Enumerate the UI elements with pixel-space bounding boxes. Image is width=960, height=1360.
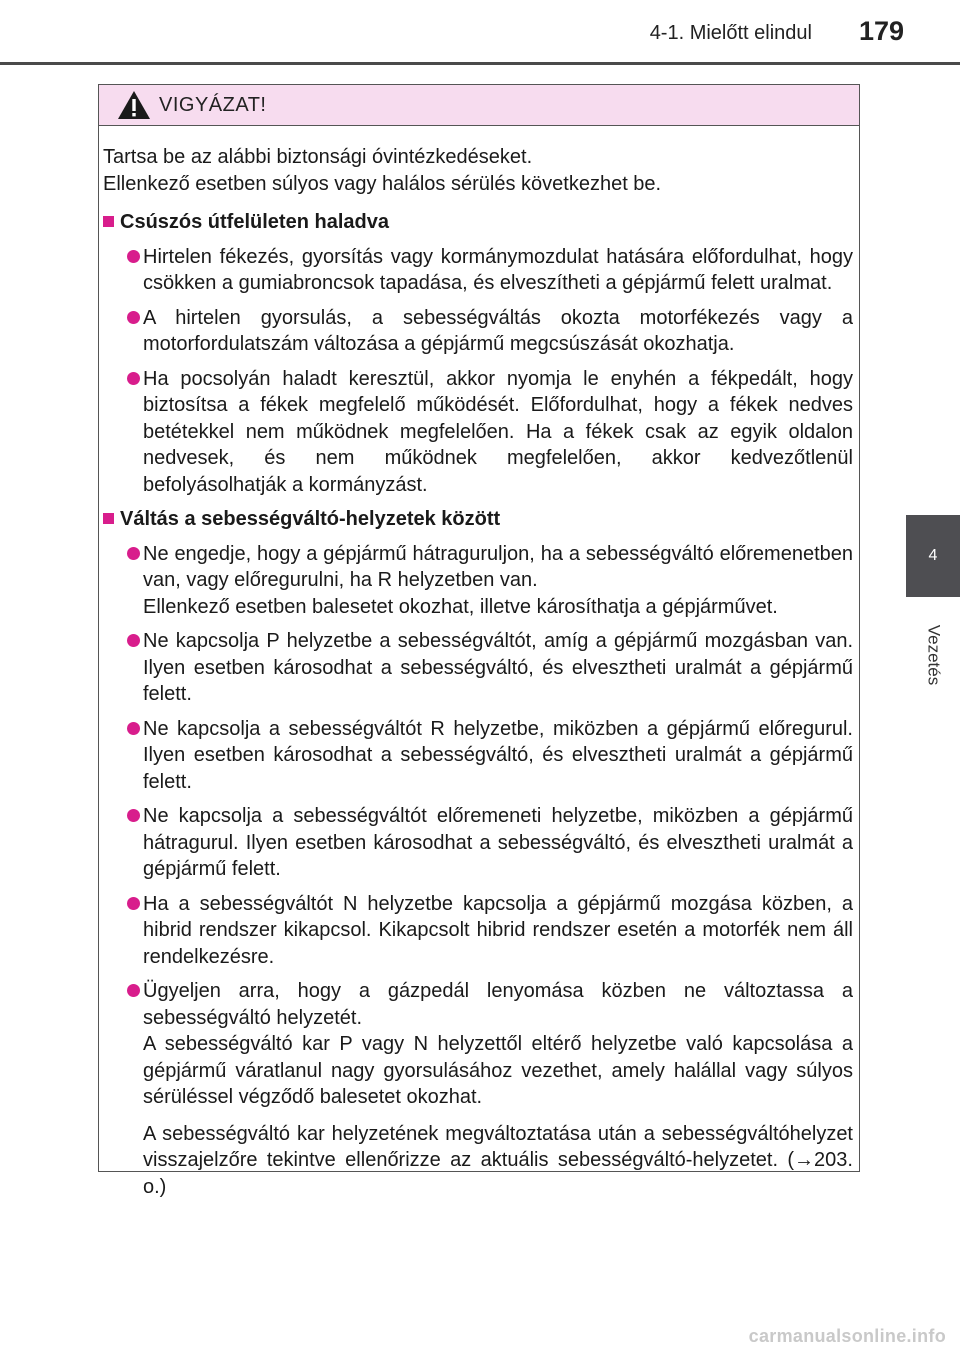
watermark: carmanualsonline.info [748, 1326, 946, 1346]
cross-reference: A sebességváltó kar helyzetének megváltoztatása után a sebességváltóhelyzet visszajelzőre tekintve ellenőrizze az aktuális sebességváltó-helyzetet. (→203. o.) [143, 1122, 853, 1198]
chapter-tab-number: 4 [928, 547, 938, 564]
section-heading-slippery: Csúszós útfelületen haladva [103, 209, 853, 236]
chapter-tab[interactable] [906, 515, 960, 597]
list-item: Ne kapcsolja P helyzetbe a sebességváltót, amíg a gépjármű mozgásban van. Ilyen esetben károsodhat a sebességváltó, és elvesztheti uralmát a gépjármű felett. [103, 628, 853, 708]
list-item: Ne kapcsolja a sebességváltót előremeneti helyzetbe, miközben a gépjármű hátragurul. Ilyen esetben károsodhat a sebességváltó, és elvesztheti uralmát a gépjármű felett. [103, 803, 853, 883]
intro-line-2: Ellenkező esetben súlyos vagy halálos sérülés következhet be. [103, 172, 662, 195]
list-item: Ügyeljen arra, hogy a gázpedál lenyomása közben ne változtassa a sebességváltó helyzetét. A sebességváltó kar P vagy N helyzettől eltérő helyzetbe való kapcsolása a gépjármű váratlanul nagy gyorsulásához vezethet, amely halállal vagy súlyos sérüléssel végződő balesetet okozhat. A sebességváltó kar helyzetének megváltoztatása után a sebességváltóhelyzet visszajelzőre tekintve ellenőrizze az aktuális sebességváltó-helyzetet. (→203. o.) [103, 978, 853, 1200]
warning-body [99, 126, 859, 1200]
warning-intro [103, 144, 853, 197]
list-item: Ha a sebességváltót N helyzetbe kapcsolja a gépjármű mozgása közben, a hibrid rendszer kikapcsol. Kikapcsolt hibrid rendszer esetén a motorfék nem áll rendelkezésre. [103, 891, 853, 971]
circle-bullet-icon [127, 547, 140, 560]
circle-bullet-icon [127, 722, 140, 735]
circle-bullet-icon [127, 809, 140, 822]
circle-bullet-icon [127, 897, 140, 910]
circle-bullet-icon [127, 634, 140, 647]
intro-line-1: Tartsa be az alábbi biztonsági óvintézkedéseket. [103, 146, 533, 168]
list-item: Hirtelen fékezés, gyorsítás vagy kormánymozdulat hatására előfordulhat, hogy csökken a gumiabroncsok tapadása, és elveszítheti a gépjármű felett uralmat. [103, 244, 853, 297]
warning-box [98, 84, 860, 1198]
chapter-tab-label: Vezetés [924, 624, 943, 686]
circle-bullet-icon [127, 311, 140, 324]
header-rule [0, 62, 960, 65]
square-bullet-icon [103, 513, 114, 524]
page-number: 179 [858, 16, 904, 46]
list-item: Ha pocsolyán haladt keresztül, akkor nyomja le enyhén a fékpedált, hogy biztosítsa a fékek megfelelő működését. Előfordulhat, hogy a fékek nedves betétekkel nem működnek megfelelően. Ha a fékek csak az egyik oldalon nedvesek, és nem működnek megfelelően, akkor kedvezőtlenül befolyásolhatják a kormányzást. [103, 366, 853, 499]
list-item: Ne engedje, hogy a gépjármű hátraguruljon, ha a sebességváltó előremenetben van, vagy előregurulni, ha R helyzetben van. Ellenkező esetben balesetet okozhat, illetve károsíthatja a gépjárművet. [103, 541, 853, 621]
warning-triangle-icon [117, 90, 151, 120]
circle-bullet-icon [127, 984, 140, 997]
list-item: A hirtelen gyorsulás, a sebességváltás okozta motorfékezés vagy a motorfordulatszám változása a gépjármű megcsúszását okozhatja. [103, 305, 853, 358]
list-item: Ne kapcsolja a sebességváltót R helyzetbe, miközben a gépjármű előregurul. Ilyen esetben károsodhat a sebességváltó, és elvesztheti uralmát a gépjármű felett. [103, 716, 853, 796]
running-header-section: 4-1. Mielőtt elindul [649, 22, 812, 44]
warning-title: VIGYÁZAT! [159, 93, 267, 116]
warning-header [99, 85, 859, 126]
section-heading-gear-shifting: Váltás a sebességváltó-helyzetek között [103, 506, 853, 533]
circle-bullet-icon [127, 250, 140, 263]
circle-bullet-icon [127, 372, 140, 385]
square-bullet-icon [103, 216, 114, 227]
